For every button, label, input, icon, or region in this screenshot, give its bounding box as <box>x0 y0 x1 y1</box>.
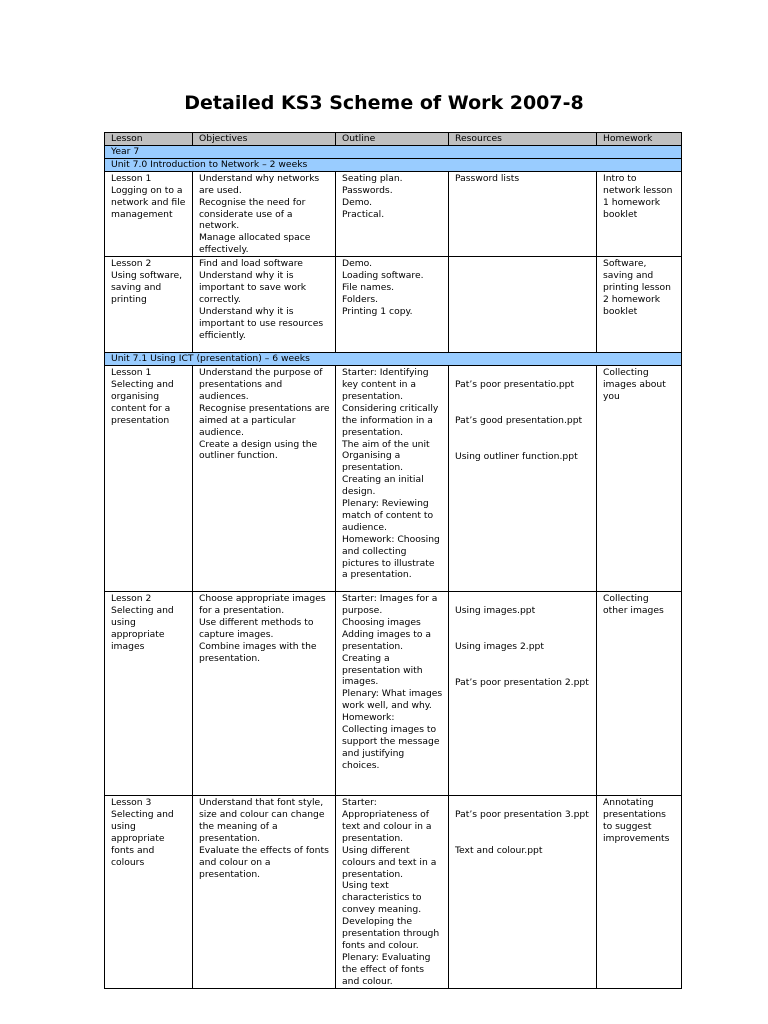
scheme-of-work-table <box>104 132 682 989</box>
objectives-cell: Understand that font style, size and colour can change the meaning of a presentation. Evaluate the effects of fonts and colour on a presentation. <box>193 796 336 989</box>
outline-cell: Starter: Appropriateness of text and colour in a presentation. Using different colours and text in a presentation. Using text characteristics to convey meaning. Developing the presentation through fonts and colour. Plenary: Evaluating the effect of fonts and colour. <box>336 796 449 989</box>
table-row <box>105 366 682 592</box>
table-row <box>105 592 682 796</box>
table-row <box>105 257 682 353</box>
lesson-cell: Lesson 1 Logging on to a network and file management <box>105 171 193 256</box>
objectives-cell: Understand why networks are used. Recognise the need for considerate use of a network. Manage allocated space effectively. <box>193 171 336 256</box>
objectives-cell: Understand the purpose of presentations and audiences. Recognise presentations are aimed at a particular audience. Create a design using the outliner function. <box>193 366 336 592</box>
unit-title: Unit 7.0 Introduction to Network – 2 weeks <box>105 158 682 171</box>
resources-cell <box>449 592 597 796</box>
lesson-cell: Lesson 2 Selecting and using appropriate images <box>105 592 193 796</box>
header-outline: Outline <box>336 133 449 146</box>
unit-row <box>105 158 682 171</box>
homework-cell: Software, saving and printing lesson 2 homework booklet <box>597 257 682 353</box>
table-row <box>105 171 682 256</box>
header-resources: Resources <box>449 133 597 146</box>
year-label: Year 7 <box>105 146 682 159</box>
lesson-cell: Lesson 1 Selecting and organising content for a presentation <box>105 366 193 592</box>
resources-cell <box>449 366 597 592</box>
resource-file: Pat’s good presentation.ppt <box>455 414 583 426</box>
header-objectives: Objectives <box>193 133 336 146</box>
outline-cell: Starter: Identifying key content in a presentation. Considering critically the information in a presentation. The aim of the unit Organising a presentation. Creating an initial design. Plenary: Reviewing match of content to audience. Homework: Choosing and collecting pictures to illustrate a presentation. <box>336 366 449 592</box>
unit-title: Unit 7.1 Using ICT (presentation) – 6 weeks <box>105 353 682 366</box>
homework-cell: Intro to network lesson 1 homework booklet <box>597 171 682 256</box>
outline-cell: Seating plan. Passwords. Demo. Practical. <box>336 171 449 256</box>
resource-file: Using outliner function.ppt <box>455 450 578 462</box>
homework-cell: Collecting images about you <box>597 366 682 592</box>
resource-file: Pat’s poor presentatio.ppt <box>455 378 575 390</box>
lesson-cell: Lesson 3 Selecting and using appropriate fonts and colours <box>105 796 193 989</box>
header-homework: Homework <box>597 133 682 146</box>
header-lesson: Lesson <box>105 133 193 146</box>
outline-cell: Demo. Loading software. File names. Folders. Printing 1 copy. <box>336 257 449 353</box>
outline-cell: Starter: Images for a purpose. Choosing images Adding images to a presentation. Creating a presentation with images. Plenary: What images work well, and why. Homework: Collecting images to support the message and justifying choices. <box>336 592 449 796</box>
homework-cell: Annotating presentations to suggest improvements <box>597 796 682 989</box>
homework-cell: Collecting other images <box>597 592 682 796</box>
table-row <box>105 796 682 989</box>
resource-file: Pat’s poor presentation 2.ppt <box>455 676 589 688</box>
resources-cell <box>449 257 597 353</box>
document-title: Detailed KS3 Scheme of Work 2007-8 <box>184 92 584 114</box>
table-header-row <box>105 133 682 146</box>
resource-file: Using images 2.ppt <box>455 640 544 652</box>
unit-row <box>105 353 682 366</box>
lesson-cell: Lesson 2 Using software, saving and printing <box>105 257 193 353</box>
objectives-cell: Find and load software Understand why it is important to save work correctly. Understand why it is important to use resources efficiently. <box>193 257 336 353</box>
resource-file: Pat’s poor presentation 3.ppt <box>455 808 589 820</box>
resources-cell <box>449 796 597 989</box>
year-row <box>105 146 682 159</box>
resource-file: Text and colour.ppt <box>455 844 543 856</box>
resource-file: Using images.ppt <box>455 604 536 616</box>
objectives-cell: Choose appropriate images for a presentation. Use different methods to capture images. Combine images with the presentation. <box>193 592 336 796</box>
resources-cell: Password lists <box>449 171 597 256</box>
